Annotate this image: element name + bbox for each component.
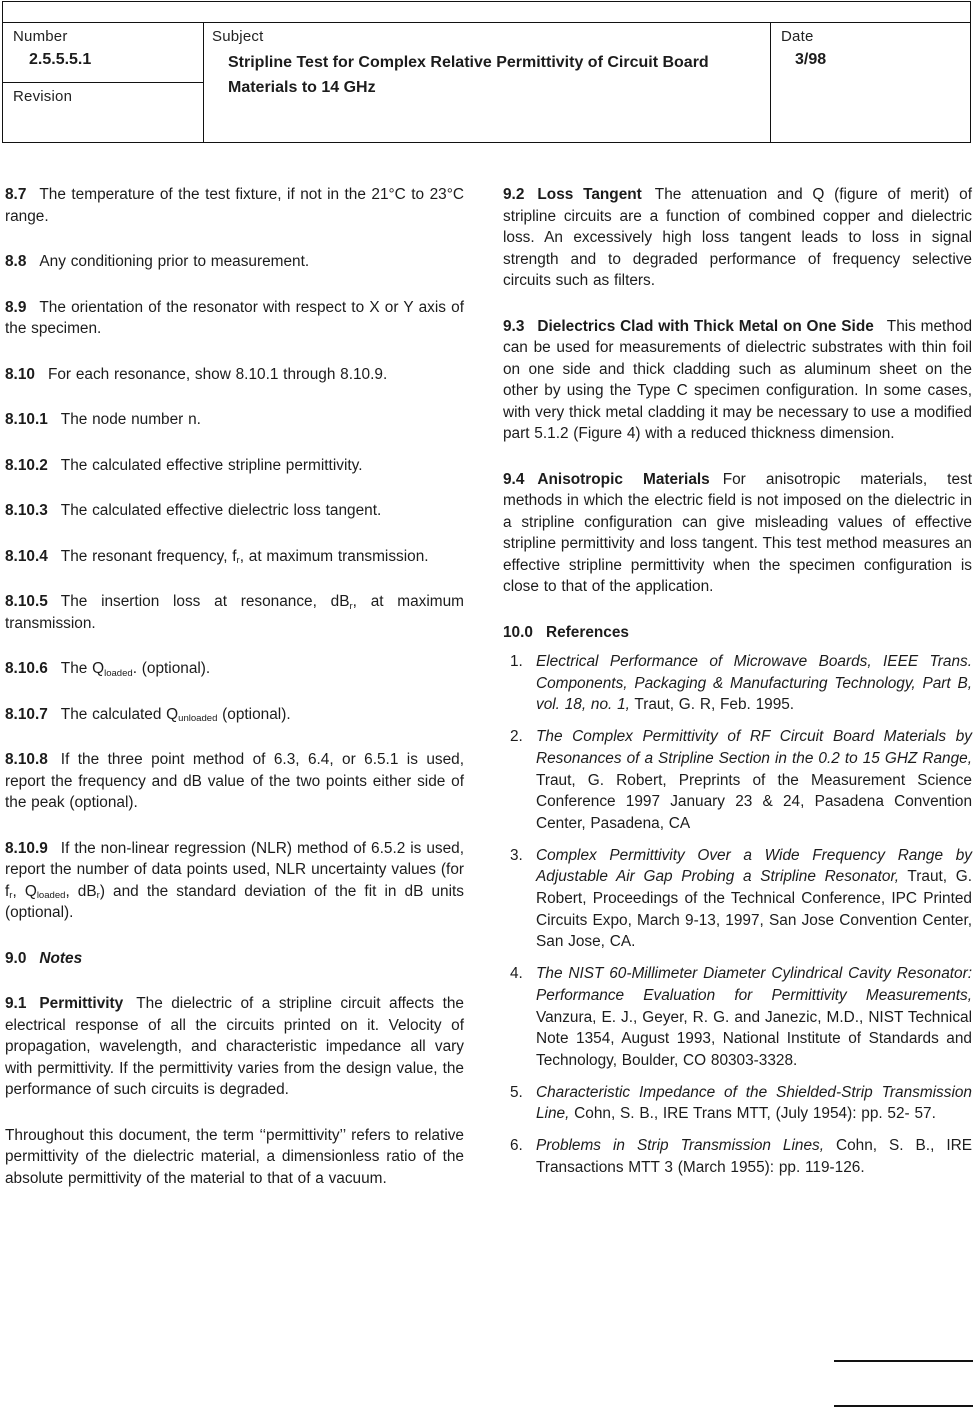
reference-citation: Traut, G. Robert, Proceedings of the Technical Conference, IPC Printed Circuits Expo, March 9-13, 1997, San Jose Convention Center, San Jose, CA. <box>536 868 972 951</box>
number-field <box>3 23 203 83</box>
section-paragraph <box>5 591 464 634</box>
section-title: Anisotropic Materials <box>537 470 710 488</box>
reference-title-italic: Problems in Strip Transmission Lines, <box>536 1137 824 1155</box>
references-list <box>503 651 972 1178</box>
reference-item <box>503 1082 972 1125</box>
document-header <box>2 1 971 143</box>
section-paragraph <box>5 993 464 1101</box>
section-text: If the non-linear regression (NLR) method of 6.5.2 is used, report the number of data points used, NLR uncertainty values (for $f_r$, $Q_{loaded}$, $dB_r$) and the standard deviation of the fit in dB units (optional). <box>5 839 464 921</box>
reference-text <box>536 845 972 954</box>
section-text: The attenuation and Q (figure of merit) of stripline circuits are a function of combined copper and dielectric loss. An excessively high loss tangent leads to loss in signal strength and to degraded performance of frequency selective circuits such as filters. <box>503 186 973 289</box>
section-paragraph <box>5 1125 464 1190</box>
reference-citation: Traut, G. R, Feb. 1995. <box>629 696 795 714</box>
section-number: 8.10.4 <box>5 547 48 565</box>
section-number: 8.10.1 <box>5 411 48 428</box>
section-text: The calculated effective dielectric loss tangent. <box>60 502 382 519</box>
reference-item <box>503 651 972 716</box>
header-cell-subject <box>204 23 770 142</box>
section-text: For each resonance, show 8.10.1 through 8.10.9. <box>47 365 388 383</box>
reference-item <box>503 1135 972 1178</box>
reference-number: 6. <box>510 1137 523 1155</box>
reference-citation: Vanzura, E. J., Geyer, R. G. and Janezic, M.D., NIST Technical Note 1354, August 1993, National Institute of Standards and Technology, Boulder, CO 80303-3328. <box>536 1008 972 1069</box>
references-heading-number: 10.0 <box>503 623 533 641</box>
section-paragraph <box>503 469 972 598</box>
section-paragraph <box>5 500 464 522</box>
reference-number: 1. <box>510 653 523 670</box>
section-number: 8.10.8 <box>5 751 48 768</box>
section-paragraph <box>5 546 464 568</box>
date-label: Date <box>781 28 814 45</box>
reference-citation: Cohn, S. B., IRE Transactions MTT 3 (March 1955): pp. 119-126. <box>536 1137 972 1176</box>
section-number: 8.10.7 <box>5 705 48 723</box>
reference-item <box>503 845 972 954</box>
section-paragraph <box>5 297 464 340</box>
section-number: 8.10.9 <box>5 839 48 857</box>
section-text: Any conditioning prior to measurement. <box>39 253 310 270</box>
reference-citation: Traut, G. Robert, Preprints of the Measurement Science Conference 1997 January 23 & 24, Pasadena Convention Center, Pasadena, CA <box>536 771 972 832</box>
left-column <box>5 184 464 1213</box>
reference-number: 2. <box>510 728 523 746</box>
section-paragraph <box>503 184 972 292</box>
right-column <box>503 184 972 1188</box>
section-paragraph <box>503 316 972 445</box>
section-text: The $Q_{loaded}$. (optional). <box>60 660 211 679</box>
header-cells <box>3 23 970 142</box>
section-paragraph <box>5 838 464 924</box>
section-title: Notes <box>39 949 83 967</box>
reference-item <box>503 726 972 835</box>
reference-number: 3. <box>510 846 523 864</box>
reference-title-italic: Electrical Performance of Microwave Boards, IEEE Trans. Components, Packaging & Manufacturing Technology, Part B, vol. 18, no. 1, <box>536 653 972 714</box>
section-title: Dielectrics Clad with Thick Metal on One Side <box>537 317 874 335</box>
section-number: 8.10.3 <box>5 502 48 519</box>
footer-rule-bottom <box>834 1405 973 1407</box>
reference-title-italic: The Complex Permittivity of RF Circuit Board Materials by Resonances of a Stripline Section in the 0.2 to 15 GHZ Range, <box>536 728 972 767</box>
section-number: 8.10.2 <box>5 456 48 474</box>
reference-text <box>536 726 972 835</box>
section-paragraph <box>5 364 464 386</box>
reference-item <box>503 963 972 1072</box>
reference-text <box>536 1135 972 1178</box>
section-paragraph <box>5 455 464 477</box>
section-text: The temperature of the test fixture, if not in the 21°C to 23°C range. <box>5 186 464 225</box>
section-number: 8.9 <box>5 298 27 316</box>
reference-text <box>536 963 972 1072</box>
reference-number: 5. <box>510 1083 523 1101</box>
section-text: Throughout this document, the term ‘‘permittivity’’ refers to relative permittivity of the dielectric material, a dimensionless ratio of the absolute permittivity of the material to that of a vacuum. <box>5 1126 464 1187</box>
section-paragraph <box>5 251 464 273</box>
section-number: 8.10.6 <box>5 660 48 677</box>
left-column-sections <box>5 184 464 1189</box>
section-paragraph <box>5 948 464 970</box>
section-number: 9.3 <box>503 317 525 335</box>
reference-number: 4. <box>510 965 523 983</box>
section-text: For anisotropic materials, test methods in which the electric field is not imposed on the dielectric in a stripline configuration can give misleading values of effective stripline permittivity and loss tangent. This test method measures an effective stripline permittivity when the specimen configuration is close to that of the application. <box>503 470 972 595</box>
references-heading-title: References <box>545 623 629 641</box>
header-cell-date <box>770 23 970 142</box>
section-paragraph <box>5 658 464 680</box>
section-text: The resonant frequency, $f_r$, at maximum transmission. <box>60 547 429 567</box>
section-number: 9.4 <box>503 470 525 488</box>
footer-rule-top <box>834 1360 973 1362</box>
section-text: The dielectric of a stripline circuit affects the electrical response of all the circuits printed on it. Velocity of propagation, wavelength, and characteristic impedance all vary with permittivity. If the permittivity varies from the design value, the performance of such circuits is degraded. <box>5 995 464 1098</box>
section-number: 9.0 <box>5 949 27 967</box>
section-number: 9.1 <box>5 995 27 1012</box>
header-cell-number <box>3 23 204 142</box>
section-text: The insertion loss at resonance, $dB_r$, at maximum transmission. <box>5 593 464 632</box>
section-number: 9.2 <box>503 186 525 203</box>
reference-title-italic: Complex Permittivity Over a Wide Frequency Range by Adjustable Air Gap Probing a Stripline Resonator, <box>536 846 972 886</box>
right-column-sections <box>503 184 972 598</box>
reference-title-italic: Characteristic Impedance of the Shielded-Strip Transmission Line, <box>536 1083 972 1123</box>
revision-label: Revision <box>13 88 73 105</box>
section-text: If the three point method of 6.3, 6.4, or 6.5.1 is used, report the frequency and dB value of the two points either side of the peak (optional). <box>5 751 464 811</box>
header-top-strip <box>3 2 970 23</box>
section-paragraph <box>5 184 464 227</box>
number-value: 2.5.5.5.1 <box>29 51 92 68</box>
references-heading <box>503 622 972 644</box>
subject-label: Subject <box>212 28 264 45</box>
section-number: 8.7 <box>5 186 27 203</box>
section-number: 8.10 <box>5 365 35 383</box>
revision-field <box>3 83 203 110</box>
date-value: 3/98 <box>795 51 827 68</box>
section-number: 8.10.5 <box>5 593 48 610</box>
section-text: The node number n. <box>60 411 201 428</box>
reference-title-italic: The NIST 60-Millimeter Diameter Cylindrical Cavity Resonator: Performance Evaluation for Permittivity Measurements, <box>536 965 972 1004</box>
section-text: The orientation of the resonator with respect to X or Y axis of the specimen. <box>5 298 464 337</box>
section-title: Loss Tangent <box>537 186 642 203</box>
reference-text <box>536 651 972 716</box>
subject-value: Stripline Test for Complex Relative Permittivity of Circuit Board Materials to 14 GHz <box>228 54 709 96</box>
reference-citation: Cohn, S. B., IRE Trans MTT, (July 1954): pp. 52- 57. <box>569 1105 936 1123</box>
reference-text <box>536 1082 972 1125</box>
section-paragraph <box>5 704 464 726</box>
section-text: The calculated $Q_{unloaded}$ (optional). <box>60 705 291 725</box>
section-text: This method can be used for measurements of dielectric substrates with thin foil on one side and thick cladding such as aluminum sheet on the other by using the Type C specimen configuration. In some cases, with very thick metal cladding it may be necessary to use a modified part 5.1.2 (Figure 4) with a reduced thickness dimension. <box>503 317 973 442</box>
section-title: Permittivity <box>39 995 124 1012</box>
section-text: The calculated effective stripline permittivity. <box>60 456 363 474</box>
section-number: 8.8 <box>5 253 27 270</box>
section-paragraph <box>5 749 464 814</box>
number-label: Number <box>13 28 68 45</box>
section-paragraph <box>5 409 464 431</box>
